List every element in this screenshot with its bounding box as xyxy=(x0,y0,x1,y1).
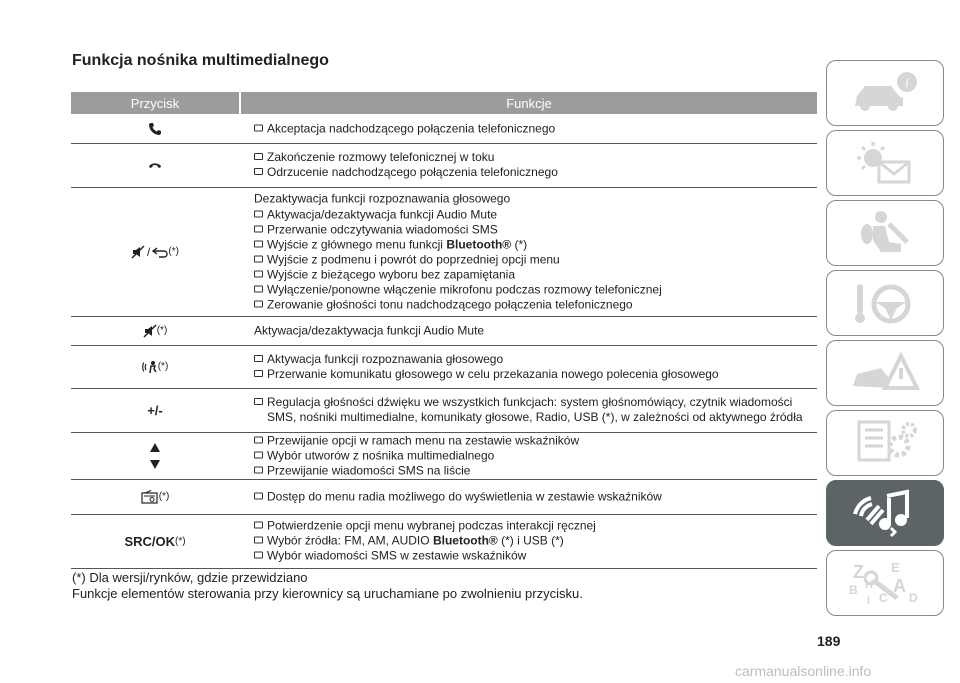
checkbox-bullet-icon xyxy=(254,355,263,362)
list-item: Przewijanie wiadomości SMS na liście xyxy=(254,463,817,478)
steering-wheel-icon xyxy=(845,278,925,328)
button-cell xyxy=(71,514,239,568)
table-row xyxy=(71,388,817,433)
availability-note: (*) xyxy=(158,491,170,502)
phone-hangup-icon xyxy=(148,160,162,170)
list-item: Akceptacja nadchodzącego połączenia telefonicznego xyxy=(254,122,817,137)
svg-text:C: C xyxy=(879,591,888,605)
table-row xyxy=(71,187,817,317)
footnote xyxy=(72,570,583,602)
table-row xyxy=(71,479,817,515)
button-cell xyxy=(71,143,239,187)
tab-multimedia[interactable] xyxy=(826,480,944,546)
checkbox-bullet-icon xyxy=(254,398,263,405)
table-row xyxy=(71,345,817,389)
checkbox-bullet-icon xyxy=(254,255,263,262)
button-cell xyxy=(71,432,239,479)
checkbox-bullet-icon xyxy=(254,522,263,529)
button-cell xyxy=(71,115,239,143)
button-cell xyxy=(71,479,239,514)
checkbox-bullet-icon xyxy=(254,451,263,458)
table-row xyxy=(71,514,817,569)
list-item: Regulacja głośności dźwięku we wszystkich funkcjach: system głośnomówiący, czytnik wiadomości SMS, nośniki multimedialne, komunikaty głosowe, Radio, USB (*), w zależności od aktywnego źródła xyxy=(254,395,817,425)
tab-safety[interactable] xyxy=(826,200,944,266)
function-cell xyxy=(254,395,817,425)
button-cell xyxy=(71,316,239,345)
maintenance-icon xyxy=(845,418,925,468)
checkbox-bullet-icon xyxy=(254,168,263,175)
watermark: carmanualsonline.info xyxy=(735,663,872,679)
plain-text: Aktywacja/dezaktywacja funkcji Audio Mute xyxy=(254,323,485,337)
function-cell xyxy=(254,150,817,180)
intro-text: Dezaktywacja funkcji rozpoznawania głosowego xyxy=(254,191,511,205)
car-info-icon xyxy=(845,68,925,118)
function-cell xyxy=(254,352,817,382)
voice-command-icon xyxy=(142,360,158,374)
bluetooth-brand: Bluetooth® xyxy=(432,533,498,548)
checkbox-bullet-icon xyxy=(254,466,263,473)
table-row xyxy=(71,115,817,144)
function-cell xyxy=(254,323,817,338)
svg-text:B: B xyxy=(849,583,858,597)
checkbox-bullet-icon xyxy=(254,300,263,307)
table-row xyxy=(71,316,817,346)
checkbox-bullet-icon xyxy=(254,125,263,132)
availability-note: (*) xyxy=(157,361,169,372)
checkbox-bullet-icon xyxy=(254,370,263,377)
seat-airbag-icon xyxy=(845,208,925,258)
bluetooth-brand: Bluetooth® xyxy=(446,237,512,251)
list-item: Przerwanie komunikatu głosowego w celu przekazania nowego polecenia głosowego xyxy=(254,367,817,382)
checkbox-bullet-icon xyxy=(254,153,263,160)
list-item: Wybór źródła: FM, AM, AUDIO Bluetooth® (*) i USB (*) xyxy=(254,534,817,549)
svg-text:H: H xyxy=(865,579,873,591)
button-cell xyxy=(71,388,239,432)
checkbox-bullet-icon xyxy=(254,225,263,232)
checkbox-bullet-icon xyxy=(254,240,263,247)
footnote-release-note: Funkcje elementów sterowania przy kierownicy są uruchamiane po zwolnieniu przycisku. xyxy=(72,586,583,601)
src-ok-button-label: SRC/OK xyxy=(124,533,175,549)
table-row xyxy=(71,143,817,188)
list-item: Zerowanie głośności tonu nadchodzącego połączenia telefonicznego xyxy=(254,297,817,312)
list-item: Wybór utworów z nośnika multimedialnego xyxy=(254,448,817,463)
mute-icon xyxy=(131,245,145,259)
column-header-function: Funkcje xyxy=(241,92,817,114)
column-header-button: Przycisk xyxy=(71,92,239,114)
list-item: Wybór wiadomości SMS w zestawie wskaźników xyxy=(254,549,817,564)
list-item: Aktywacja/dezaktywacja funkcji Audio Mute xyxy=(254,207,817,222)
function-cell xyxy=(254,519,817,564)
function-cell xyxy=(254,122,817,137)
availability-note: (*) xyxy=(168,246,179,257)
phone-answer-icon xyxy=(148,122,162,136)
list-item: Przerwanie odczytywania wiadomości SMS xyxy=(254,222,817,237)
button-cell xyxy=(71,345,239,388)
radio-display-icon xyxy=(141,490,159,504)
svg-text:I: I xyxy=(867,595,871,607)
return-arrow-icon xyxy=(152,246,168,258)
svg-text:Z: Z xyxy=(853,562,864,582)
svg-text:A: A xyxy=(893,576,906,596)
footnote-availability: (*) Dla wersji/rynków, gdzie przewidziano xyxy=(72,570,308,585)
checkbox-bullet-icon xyxy=(254,537,263,544)
volume-button-label: +/- xyxy=(147,402,163,418)
button-separator: / xyxy=(147,244,151,259)
function-cell xyxy=(254,191,817,312)
emergency-icon xyxy=(845,348,925,398)
table-row xyxy=(71,432,817,480)
list-item: Zakończenie rozmowy telefonicznej w toku xyxy=(254,150,817,165)
tab-car-info[interactable] xyxy=(826,60,944,126)
list-item: Przewijanie opcji w ramach menu na zestawie wskaźników xyxy=(254,433,817,448)
warning-lights-icon xyxy=(845,138,925,188)
tab-warning-lights[interactable] xyxy=(826,130,944,196)
mute-icon xyxy=(143,324,157,338)
list-item: Potwierdzenie opcji menu wybranej podczas interakcji ręcznej xyxy=(254,519,817,534)
list-item: Wyjście z podmenu i powrót do poprzedniej opcji menu xyxy=(254,252,817,267)
list-item: Wyjście z bieżącego wyboru bez zapamiętania xyxy=(254,267,817,282)
tab-driving[interactable] xyxy=(826,270,944,336)
index-icon xyxy=(845,558,925,608)
svg-text:E: E xyxy=(891,560,900,575)
checkbox-bullet-icon xyxy=(254,492,263,499)
page-number: 189 xyxy=(817,633,841,649)
page-title: Funkcja nośnika multimedialnego xyxy=(72,52,329,69)
svg-text:i: i xyxy=(905,76,909,91)
availability-note: (*) xyxy=(175,535,186,547)
function-cell xyxy=(254,433,817,478)
checkbox-bullet-icon xyxy=(254,285,263,292)
list-item: Aktywacja funkcji rozpoznawania głosowego xyxy=(254,352,817,367)
tab-index[interactable] xyxy=(826,550,944,616)
tab-maintenance[interactable] xyxy=(826,410,944,476)
button-cell xyxy=(71,187,239,316)
up-down-arrows-icon xyxy=(149,440,161,472)
list-item: Odrzucenie nadchodzącego połączenia telefonicznego xyxy=(254,165,817,180)
multimedia-icon xyxy=(845,488,925,538)
function-cell xyxy=(254,489,817,504)
list-item: Wyjście z głównego menu funkcji Bluetooth® (*) xyxy=(254,237,817,252)
svg-text:D: D xyxy=(909,591,918,605)
list-item: Wyłączenie/ponowne włączenie mikrofonu podczas rozmowy telefonicznej xyxy=(254,282,817,297)
checkbox-bullet-icon xyxy=(254,436,263,443)
tab-emergency[interactable] xyxy=(826,340,944,406)
checkbox-bullet-icon xyxy=(254,552,263,559)
checkbox-bullet-icon xyxy=(254,210,263,217)
list-item: Dostęp do menu radia możliwego do wyświetlenia w zestawie wskaźników xyxy=(254,489,817,504)
chapter-tabs xyxy=(826,60,946,620)
checkbox-bullet-icon xyxy=(254,270,263,277)
availability-note: (*) xyxy=(156,325,168,336)
